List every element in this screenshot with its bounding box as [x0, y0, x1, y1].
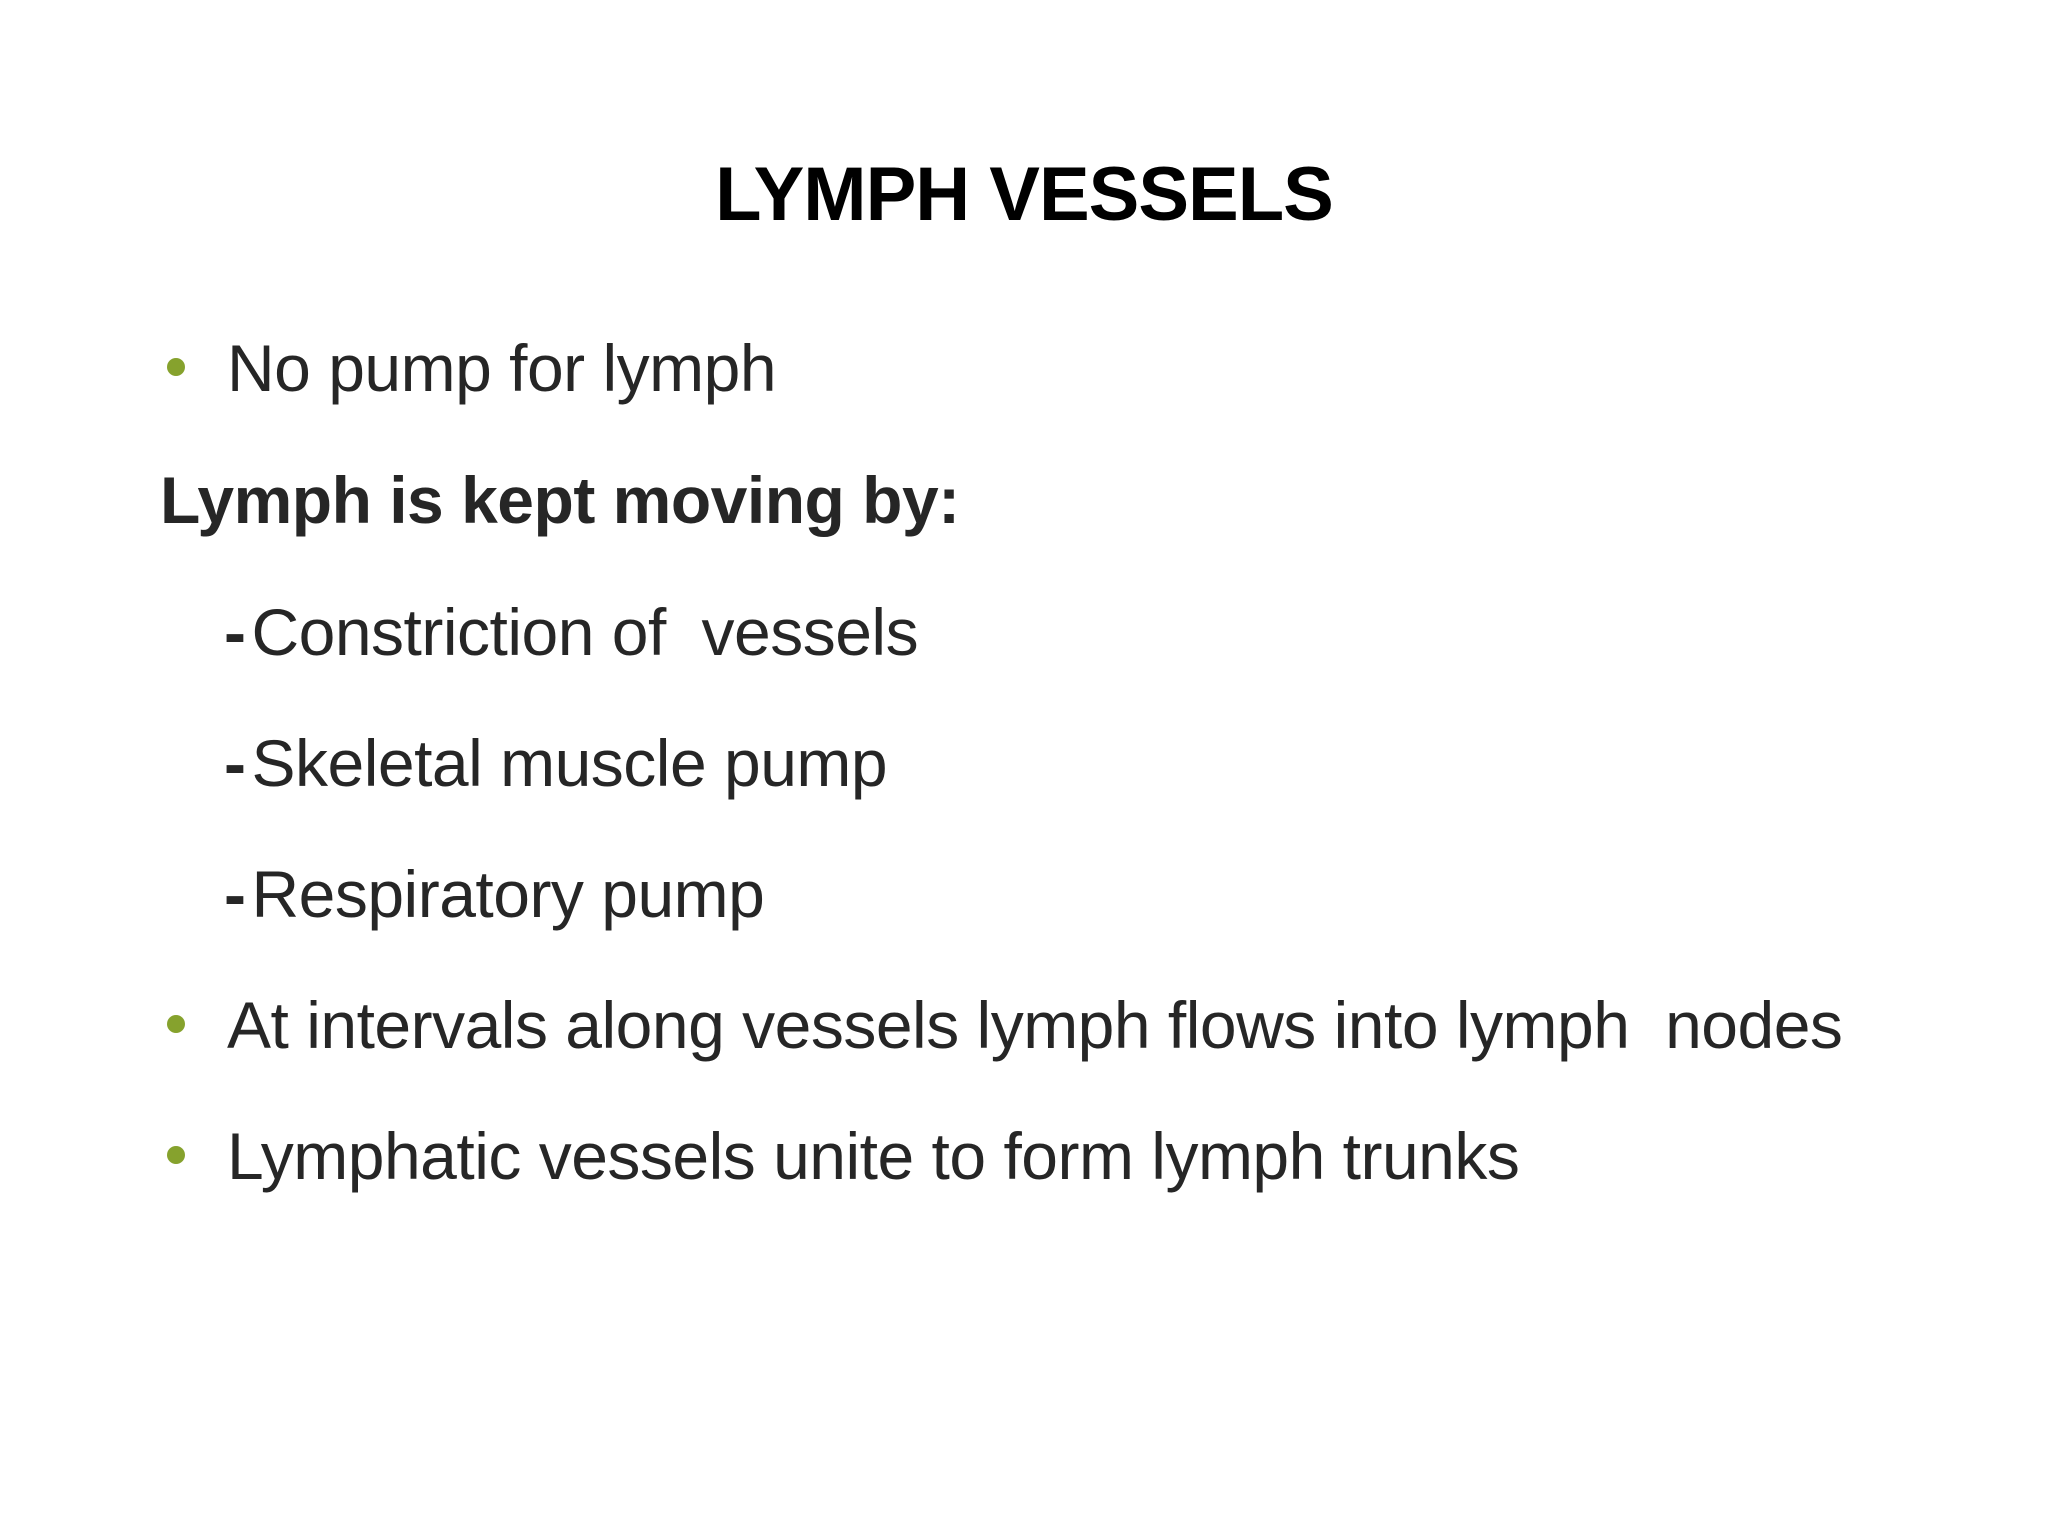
dash-marker: -: [224, 857, 246, 931]
slide-title: LYMPH VESSELS: [715, 152, 1333, 237]
bullet-item-no-pump: No pump for lymph: [227, 331, 777, 405]
sub-item-label: Respiratory pump: [251, 857, 765, 931]
dash-marker: -: [224, 595, 246, 669]
bullet-dot-icon: [167, 358, 185, 376]
sub-item-constriction: [224, 592, 918, 672]
sub-item-label: Skeletal muscle pump: [251, 726, 888, 800]
sub-item-skeletal: [224, 723, 887, 803]
bullet-dot-icon: [167, 1015, 185, 1033]
sub-item-respiratory: [224, 854, 764, 934]
sub-item-label: Constriction of vessels: [251, 595, 919, 669]
moving-heading: Lymph is kept moving by:: [160, 463, 960, 537]
dash-marker: -: [224, 726, 246, 800]
bullet-dot-icon: [167, 1146, 185, 1164]
bullet-item-trunks: Lymphatic vessels unite to form lymph trunks: [227, 1119, 1520, 1193]
bullet-item-intervals: At intervals along vessels lymph flows into lymph nodes: [227, 988, 1843, 1062]
